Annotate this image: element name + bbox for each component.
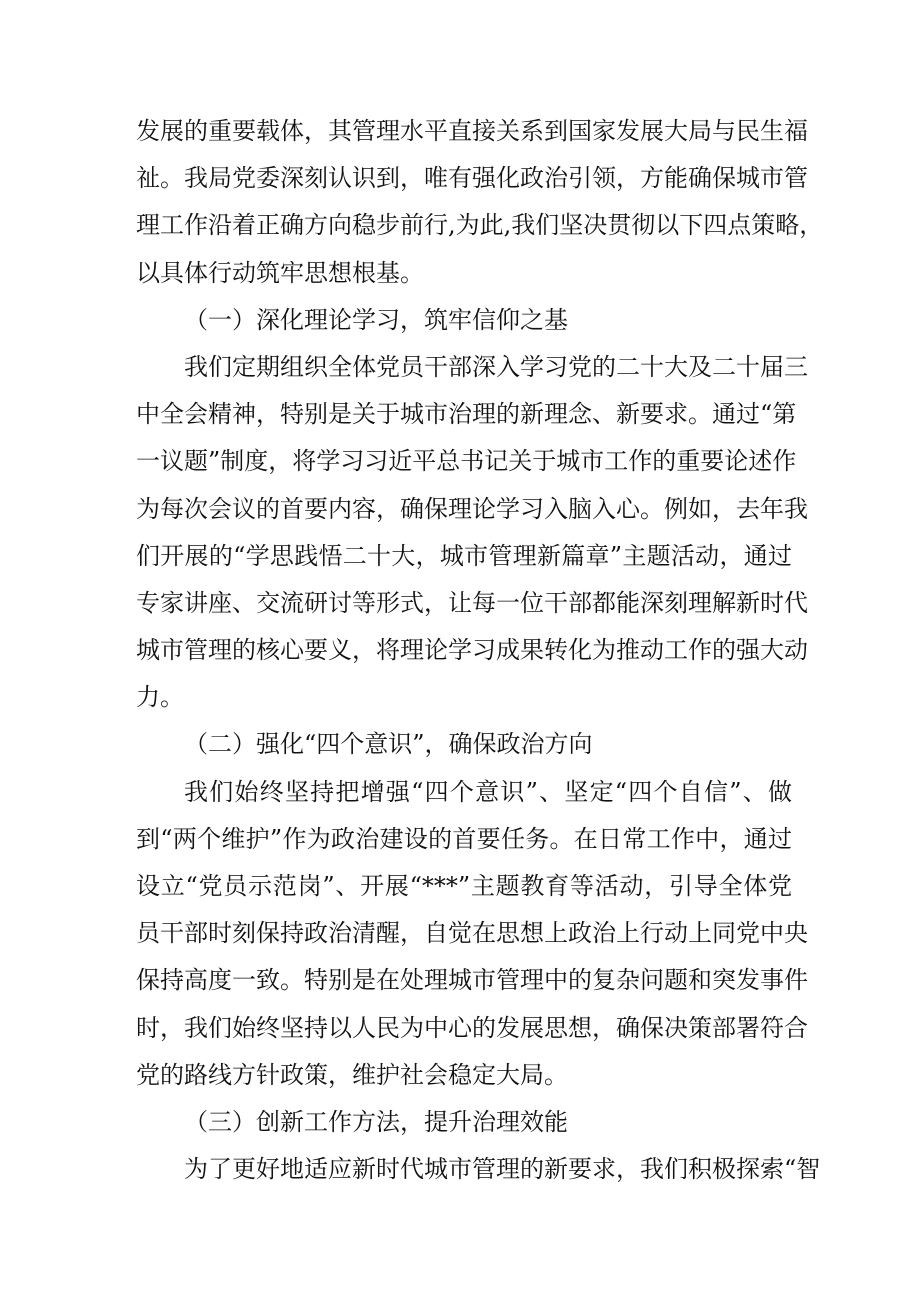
paragraph-line: 员干部时刻保持政治清醒，自觉在思想上政治上行动上同党中央 bbox=[136, 919, 808, 948]
paragraph-line: 为了更好地适应新时代城市管理的新要求，我们积极探索“智 bbox=[184, 1155, 821, 1184]
paragraph-line: 理工作沿着正确方向稳步前行,为此,我们坚决贯彻以下四点策略， bbox=[136, 211, 824, 240]
paragraph-line: 我们定期组织全体党员干部深入学习党的二十大及二十届三 bbox=[184, 352, 808, 381]
paragraph-line: 以具体行动筑牢思想根基。 bbox=[136, 258, 424, 287]
paragraph-line: 城市管理的核心要义，将理论学习成果转化为推动工作的强大动 bbox=[136, 636, 808, 665]
paragraph-line: 党的路线方针政策，维护社会稳定大局。 bbox=[136, 1060, 568, 1089]
paragraph-line: 祉。我局党委深刻认识到，唯有强化政治引领，方能确保城市管 bbox=[136, 164, 808, 193]
paragraph-line: 们开展的“学思践悟二十大，城市管理新篇章”主题活动，通过 bbox=[136, 541, 792, 570]
paragraph-line: 到“两个维护”作为政治建设的首要任务。在日常工作中，通过 bbox=[136, 824, 792, 853]
paragraph-line: 我们始终坚持把增强“四个意识”、坚定“四个自信”、做 bbox=[184, 777, 792, 806]
section-heading-3: （三）创新工作方法，提升治理效能 bbox=[184, 1107, 568, 1136]
paragraph-line: 专家讲座、交流研讨等形式，让每一位干部都能深刻理解新时代 bbox=[136, 588, 808, 617]
paragraph-line: 设立“党员示范岗”、开展“***”主题教育等活动，引导全体党 bbox=[136, 872, 792, 900]
paragraph-line: 一议题”制度，将学习习近平总书记关于城市工作的重要论述作 bbox=[136, 447, 797, 476]
paragraph-line: 为每次会议的首要内容，确保理论学习入脑入心。例如，去年我 bbox=[136, 494, 808, 523]
paragraph-line: 保持高度一致。特别是在处理城市管理中的复杂问题和突发事件 bbox=[136, 966, 808, 995]
document-body bbox=[136, 108, 824, 1193]
paragraph-line: 发展的重要载体，其管理水平直接关系到国家发展大局与民生福 bbox=[136, 117, 808, 145]
paragraph-line: 时，我们始终坚持以人民为中心的发展思想，确保决策部署符合 bbox=[136, 1013, 808, 1042]
paragraph-line: 力。 bbox=[136, 683, 184, 712]
section-heading-1: （一）深化理论学习，筑牢信仰之基 bbox=[184, 305, 568, 334]
section-heading-2: （二）强化“四个意识”，确保政治方向 bbox=[184, 730, 593, 759]
paragraph-line: 中全会精神，特别是关于城市治理的新理念、新要求。通过“第 bbox=[136, 400, 797, 429]
